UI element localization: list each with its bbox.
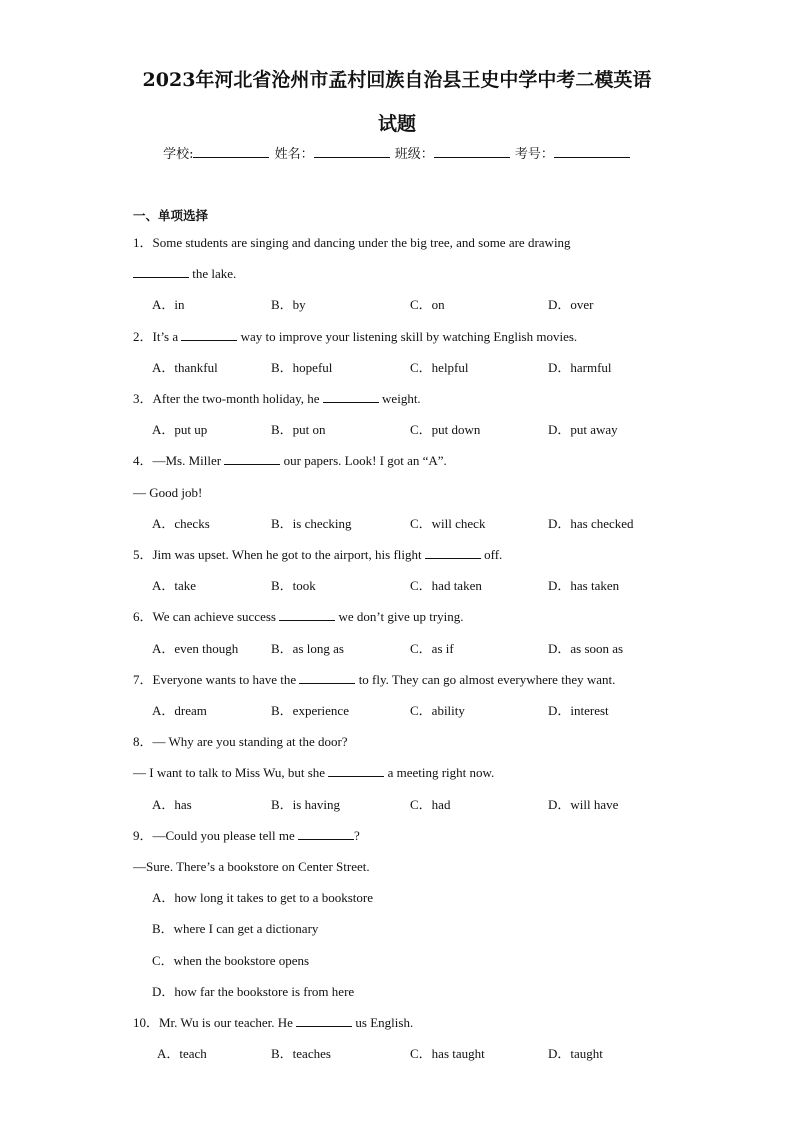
answer-option[interactable]: C．as if: [410, 641, 454, 656]
answer-blank[interactable]: [298, 829, 354, 840]
answer-blank[interactable]: [328, 766, 384, 777]
answer-blank[interactable]: [224, 454, 280, 465]
class-blank[interactable]: [434, 145, 510, 158]
class-label: 班级：: [394, 147, 434, 162]
question-line: the lake.: [133, 265, 236, 283]
answer-blank[interactable]: [425, 548, 481, 559]
question-stem: 7．Everyone wants to have the to fly. They can go almost everywhere they want.: [133, 672, 616, 687]
student-info-row: [0, 145, 794, 164]
answer-option[interactable]: D．has checked: [548, 516, 634, 531]
answer-option[interactable]: C．has taught: [410, 1046, 485, 1061]
answer-option[interactable]: D．taught: [548, 1046, 603, 1061]
answer-blank[interactable]: [323, 392, 379, 403]
name-label: 姓名：: [274, 147, 314, 162]
answer-option[interactable]: B．experience: [271, 703, 349, 718]
answer-option[interactable]: B．is checking: [271, 516, 352, 531]
answer-option[interactable]: C．helpful: [410, 360, 469, 375]
answer-option[interactable]: B．put on: [271, 422, 326, 437]
answer-option[interactable]: D．interest: [548, 703, 609, 718]
answer-option[interactable]: A．checks: [152, 516, 210, 531]
section-title: 一、单项选择: [133, 208, 209, 223]
question-stem: 6．We can achieve success we don’t give up trying.: [133, 609, 464, 624]
question-line: —Sure. There’s a bookstore on Center Street.: [133, 859, 370, 874]
answer-option[interactable]: A．take: [152, 578, 197, 593]
answer-option[interactable]: B．as long as: [271, 641, 344, 656]
answer-blank[interactable]: [279, 610, 335, 621]
question-stem: 2．It’s a way to improve your listening skill by watching English movies.: [133, 329, 578, 344]
answer-option[interactable]: A．even though: [152, 641, 239, 656]
answer-option[interactable]: D．has taken: [548, 578, 620, 593]
name-blank[interactable]: [314, 145, 390, 158]
answer-option[interactable]: D．put away: [548, 422, 618, 437]
answer-option[interactable]: A．dream: [152, 703, 207, 718]
question-line: — Good job!: [133, 485, 203, 500]
answer-option[interactable]: A．in: [152, 297, 185, 312]
answer-blank[interactable]: [181, 330, 237, 341]
answer-option[interactable]: A．put up: [152, 422, 208, 437]
answer-option[interactable]: B．hopeful: [271, 360, 333, 375]
school-blank[interactable]: [193, 145, 269, 158]
answer-blank[interactable]: [299, 673, 355, 684]
answer-option[interactable]: A．teach: [157, 1046, 207, 1061]
answer-option[interactable]: B．by: [271, 297, 306, 312]
question-stem: 4．—Ms. Miller our papers. Look! I got an “A”.: [133, 453, 447, 468]
answer-option[interactable]: B．is having: [271, 797, 340, 812]
answer-blank[interactable]: [133, 267, 189, 278]
answer-option[interactable]: B．where I can get a dictionary: [152, 921, 319, 936]
answer-option[interactable]: D．as soon as: [548, 641, 624, 656]
answer-option[interactable]: B．took: [271, 578, 316, 593]
question-stem: 10．Mr. Wu is our teacher. He us English.: [133, 1015, 414, 1030]
answer-option[interactable]: C．will check: [410, 516, 486, 531]
answer-option[interactable]: B．teaches: [271, 1046, 331, 1061]
question-stem: 3．After the two-month holiday, he weight.: [133, 391, 421, 406]
answer-option[interactable]: A．thankful: [152, 360, 218, 375]
answer-option[interactable]: D．how far the bookstore is from here: [152, 984, 355, 999]
answer-option[interactable]: C．had: [410, 797, 451, 812]
exam-number-blank[interactable]: [554, 145, 630, 158]
question-stem: 1．Some students are singing and dancing under the big tree, and some are drawing: [133, 235, 571, 250]
answer-option[interactable]: C．ability: [410, 703, 465, 718]
exam-title: 2023年河北省沧州市孟村回族自治县王史中学中考二模英语: [142, 69, 652, 91]
question-line: — I want to talk to Miss Wu, but she a meeting right now.: [133, 765, 495, 780]
answer-option[interactable]: C．put down: [410, 422, 481, 437]
answer-option[interactable]: C．when the bookstore opens: [152, 953, 310, 968]
exam-subtitle: 试题: [377, 113, 416, 135]
question-stem: 9．—Could you please tell me ?: [133, 828, 360, 843]
answer-blank[interactable]: [296, 1016, 352, 1027]
answer-option[interactable]: A．how long it takes to get to a bookstore: [152, 890, 373, 905]
exam-number-label: 考号：: [514, 147, 554, 162]
question-stem: 5．Jim was upset. When he got to the airport, his flight off.: [133, 547, 503, 562]
answer-option[interactable]: C．on: [410, 297, 445, 312]
school-label: 学校:: [163, 147, 194, 162]
answer-option[interactable]: D．will have: [548, 797, 619, 812]
answer-option[interactable]: D．harmful: [548, 360, 612, 375]
answer-option[interactable]: A．has: [152, 797, 192, 812]
answer-option[interactable]: D．over: [548, 297, 594, 312]
question-stem: 8．— Why are you standing at the door?: [133, 734, 348, 749]
answer-option[interactable]: C．had taken: [410, 578, 482, 593]
